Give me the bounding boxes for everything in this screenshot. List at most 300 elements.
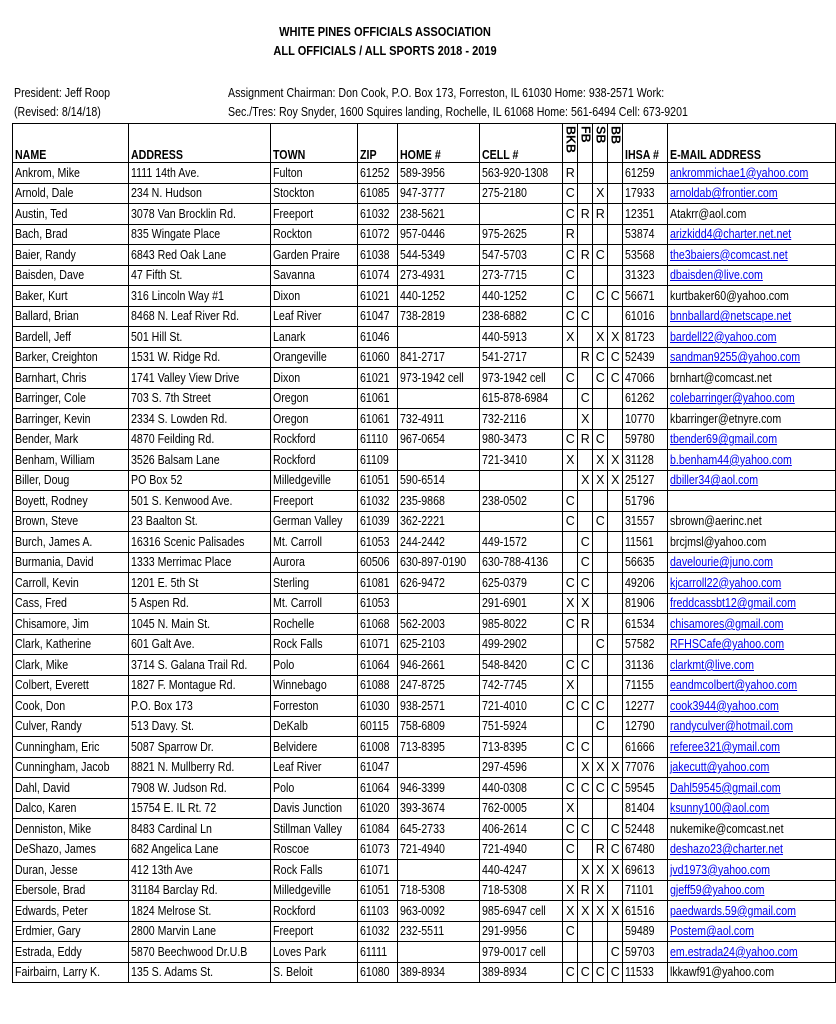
email-link: Postem@aol.com (670, 924, 755, 939)
cell-email[interactable] (668, 757, 836, 778)
cell-cell: 615-878-6984 (480, 388, 563, 409)
cell-bb (608, 265, 623, 286)
cell-zip: 61064 (357, 655, 397, 676)
cell-fb (578, 163, 593, 184)
cell-sb (593, 819, 608, 840)
cell-fb (578, 491, 593, 512)
cell-bkb: C (563, 306, 578, 327)
cell-zip: 61047 (357, 757, 397, 778)
cell-name: Ballard, Brian (13, 306, 129, 327)
cell-town: Aurora (271, 552, 358, 573)
cell-cell: 742-7745 (480, 675, 563, 696)
cell-ihsa: 61666 (623, 737, 668, 758)
header-name: NAME (13, 124, 129, 163)
cell-town: Fulton (271, 163, 358, 184)
cell-fb (578, 634, 593, 655)
cell-bb (608, 716, 623, 737)
cell-name: Chisamore, Jim (13, 614, 129, 635)
table-row (13, 265, 836, 286)
cell-address: 501 S. Kenwood Ave. (129, 491, 271, 512)
cell-zip: 61073 (357, 839, 397, 860)
table-row (13, 204, 836, 225)
cell-email[interactable] (668, 655, 836, 676)
cell-town: Lanark (271, 327, 358, 348)
cell-address: 5087 Sparrow Dr. (129, 737, 271, 758)
cell-email[interactable] (668, 696, 836, 717)
cell-home: 938-2571 (397, 696, 480, 717)
cell-bb (608, 593, 623, 614)
cell-ihsa: 77076 (623, 757, 668, 778)
cell-home: 247-8725 (397, 675, 480, 696)
cell-address: 16316 Scenic Palisades (129, 532, 271, 553)
cell-fb: X (578, 860, 593, 881)
cell-cell: 238-6882 (480, 306, 563, 327)
email-link: bardell22@yahoo.com (670, 329, 777, 344)
cell-home (397, 388, 480, 409)
cell-ihsa: 81404 (623, 798, 668, 819)
cell-sb: X (593, 901, 608, 922)
cell-town: Freeport (271, 204, 358, 225)
cell-ihsa: 59780 (623, 429, 668, 450)
cell-ihsa: 56671 (623, 286, 668, 307)
cell-zip: 61072 (357, 224, 397, 245)
cell-zip: 61060 (357, 347, 397, 368)
cell-bb (608, 573, 623, 594)
table-row (13, 634, 836, 655)
cell-cell: 973-1942 cell (480, 368, 563, 389)
assignment-chairman-line: Assignment Chairman: Don Cook, P.O. Box 173, Forreston, IL 61030 Home: 938-2571 Work: (228, 86, 665, 100)
cell-email[interactable] (668, 306, 836, 327)
cell-fb (578, 286, 593, 307)
cell-bkb: C (563, 265, 578, 286)
cell-zip: 61085 (357, 183, 397, 204)
cell-fb: C (578, 573, 593, 594)
email-link: the3baiers@comcast.net (670, 247, 788, 262)
cell-fb (578, 798, 593, 819)
cell-name: Boyett, Rodney (13, 491, 129, 512)
cell-name: Barringer, Kevin (13, 409, 129, 430)
cell-sb: X (593, 327, 608, 348)
header-sb: SB (593, 124, 608, 163)
cell-home (397, 860, 480, 881)
cell-bkb: C (563, 962, 578, 983)
email-link: ksunny100@aol.com (670, 801, 770, 816)
cell-email[interactable] (668, 183, 836, 204)
cell-fb (578, 224, 593, 245)
cell-home: 440-1252 (397, 286, 480, 307)
cell-ihsa: 56635 (623, 552, 668, 573)
cell-email[interactable] (668, 347, 836, 368)
cell-name: Carroll, Kevin (13, 573, 129, 594)
cell-address: 234 N. Hudson (129, 183, 271, 204)
cell-bb (608, 880, 623, 901)
cell-bkb: C (563, 737, 578, 758)
cell-ihsa: 31128 (623, 450, 668, 471)
cell-ihsa: 11561 (623, 532, 668, 553)
cell-zip: 61081 (357, 573, 397, 594)
cell-ihsa: 61534 (623, 614, 668, 635)
cell-name: Burmania, David (13, 552, 129, 573)
cell-fb: C (578, 655, 593, 676)
cell-sb (593, 388, 608, 409)
cell-zip: 61021 (357, 368, 397, 389)
cell-town: Freeport (271, 921, 358, 942)
cell-bb: C (608, 839, 623, 860)
email-link: colebarringer@yahoo.com (670, 391, 795, 406)
cell-bkb (563, 347, 578, 368)
cell-bkb: R (563, 224, 578, 245)
cell-name: Erdmier, Gary (13, 921, 129, 942)
cell-name: DeShazo, James (13, 839, 129, 860)
cell-fb (578, 511, 593, 532)
cell-address: 1045 N. Main St. (129, 614, 271, 635)
cell-address: 316 Lincoln Way #1 (129, 286, 271, 307)
cell-fb: C (578, 388, 593, 409)
cell-home: 758-6809 (397, 716, 480, 737)
cell-email[interactable] (668, 163, 836, 184)
cell-email[interactable] (668, 245, 836, 266)
cell-bkb (563, 860, 578, 881)
cell-bkb: C (563, 778, 578, 799)
cell-bkb: C (563, 368, 578, 389)
cell-email[interactable] (668, 716, 836, 737)
cell-town: Rockford (271, 901, 358, 922)
cell-zip: 61084 (357, 819, 397, 840)
cell-bb: X (608, 450, 623, 471)
table-row (13, 819, 836, 840)
cell-name: Burch, James A. (13, 532, 129, 553)
cell-email[interactable] (668, 429, 836, 450)
cell-home: 713-8395 (397, 737, 480, 758)
cell-sb (593, 942, 608, 963)
cell-zip: 61039 (357, 511, 397, 532)
cell-sb: C (593, 962, 608, 983)
cell-fb: X (578, 409, 593, 430)
cell-cell (480, 470, 563, 491)
cell-name: Baker, Kurt (13, 286, 129, 307)
table-row (13, 552, 836, 573)
cell-address: 1111 14th Ave. (129, 163, 271, 184)
cell-address: 47 Fifth St. (129, 265, 271, 286)
cell-sb: C (593, 286, 608, 307)
cell-cell: 732-2116 (480, 409, 563, 430)
cell-ihsa: 59545 (623, 778, 668, 799)
cell-fb: C (578, 737, 593, 758)
cell-cell: 980-3473 (480, 429, 563, 450)
cell-home: 946-2661 (397, 655, 480, 676)
cell-email[interactable] (668, 921, 836, 942)
cell-email[interactable] (668, 552, 836, 573)
cell-zip: 61051 (357, 470, 397, 491)
email-link: bnnballard@netscape.net (670, 309, 792, 324)
cell-ihsa: 12351 (623, 204, 668, 225)
cell-sb: C (593, 778, 608, 799)
cell-sb: C (593, 634, 608, 655)
cell-fb (578, 839, 593, 860)
cell-cell (480, 204, 563, 225)
table-row (13, 942, 836, 963)
cell-email[interactable] (668, 388, 836, 409)
cell-town: Rockton (271, 224, 358, 245)
cell-bkb: C (563, 819, 578, 840)
cell-sb: X (593, 757, 608, 778)
header-fb: FB (578, 124, 593, 163)
cell-home: 362-2221 (397, 511, 480, 532)
cell-address: 7908 W. Judson Rd. (129, 778, 271, 799)
cell-bb (608, 675, 623, 696)
email-link: sandman9255@yahoo.com (670, 350, 801, 365)
cell-email[interactable] (668, 224, 836, 245)
cell-bb (608, 491, 623, 512)
cell-sb: C (593, 368, 608, 389)
cell-cell: 979-0017 cell (480, 942, 563, 963)
cell-zip: 61071 (357, 634, 397, 655)
cell-ihsa: 61516 (623, 901, 668, 922)
cell-email[interactable] (668, 327, 836, 348)
cell-sb (593, 737, 608, 758)
secretary-treasurer-line: Sec./Tres: Roy Snyder, 1600 Squires landing, Rochelle, IL 61068 Home: 561-6494 Cell: 673-9201 (228, 105, 688, 119)
cell-cell: 291-6901 (480, 593, 563, 614)
cell-bkb: C (563, 204, 578, 225)
cell-ihsa: 67480 (623, 839, 668, 860)
cell-bkb: C (563, 511, 578, 532)
cell-name: Bach, Brad (13, 224, 129, 245)
email-link: arizkidd4@charter.net.net (670, 227, 792, 242)
cell-town: Milledgeville (271, 880, 358, 901)
cell-bkb (563, 470, 578, 491)
table-row (13, 470, 836, 491)
cell-town: Rochelle (271, 614, 358, 635)
document-title: WHITE PINES OFFICIALS ASSOCIATION (279, 24, 491, 39)
email-link: chisamores@gmail.com (670, 616, 784, 631)
president-line: President: Jeff Roop (14, 86, 111, 100)
cell-email[interactable] (668, 634, 836, 655)
cell-cell (480, 511, 563, 532)
cell-bb (608, 204, 623, 225)
cell-town: Dixon (271, 286, 358, 307)
cell-fb: R (578, 614, 593, 635)
cell-bb (608, 532, 623, 553)
cell-fb: C (578, 962, 593, 983)
cell-cell: 440-0308 (480, 778, 563, 799)
cell-cell: 291-9956 (480, 921, 563, 942)
cell-sb: C (593, 347, 608, 368)
cell-name: Barringer, Cole (13, 388, 129, 409)
cell-email[interactable] (668, 675, 836, 696)
cell-email[interactable] (668, 839, 836, 860)
cell-name: Clark, Mike (13, 655, 129, 676)
table-row (13, 429, 836, 450)
cell-home: 235-9868 (397, 491, 480, 512)
table-row (13, 757, 836, 778)
table-row (13, 798, 836, 819)
cell-ihsa: 81906 (623, 593, 668, 614)
cell-zip: 61064 (357, 778, 397, 799)
cell-bkb: X (563, 901, 578, 922)
cell-town: Milledgeville (271, 470, 358, 491)
cell-home: 589-3956 (397, 163, 480, 184)
cell-name: Colbert, Everett (13, 675, 129, 696)
email-link: randyculver@hotmail.com (670, 719, 794, 734)
cell-cell: 273-7715 (480, 265, 563, 286)
cell-zip: 61068 (357, 614, 397, 635)
cell-cell: 985-8022 (480, 614, 563, 635)
officials-table (12, 123, 836, 983)
cell-bb: C (608, 942, 623, 963)
cell-cell: 440-4247 (480, 860, 563, 881)
cell-address: 15754 E. IL Rt. 72 (129, 798, 271, 819)
cell-bb (608, 798, 623, 819)
cell-email[interactable] (668, 737, 836, 758)
email-link: arnoldab@frontier.com (670, 186, 778, 201)
cell-sb: C (593, 429, 608, 450)
cell-name: Estrada, Eddy (13, 942, 129, 963)
cell-name: Clark, Katherine (13, 634, 129, 655)
table-row (13, 388, 836, 409)
table-row (13, 901, 836, 922)
cell-email[interactable] (668, 593, 836, 614)
document-subtitle: ALL OFFICIALS / ALL SPORTS 2018 - 2019 (273, 43, 497, 58)
cell-cell: 625-0379 (480, 573, 563, 594)
cell-bkb: X (563, 327, 578, 348)
cell-address: P.O. Box 173 (129, 696, 271, 717)
cell-bkb: C (563, 696, 578, 717)
cell-home (397, 757, 480, 778)
cell-email[interactable] (668, 860, 836, 881)
cell-address: 135 S. Adams St. (129, 962, 271, 983)
table-row (13, 716, 836, 737)
cell-home: 389-8934 (397, 962, 480, 983)
cell-address: 2334 S. Lowden Rd. (129, 409, 271, 430)
cell-email[interactable] (668, 798, 836, 819)
cell-home: 590-6514 (397, 470, 480, 491)
cell-ihsa: 12277 (623, 696, 668, 717)
email-link: tbender69@gmail.com (670, 432, 778, 447)
cell-bkb (563, 634, 578, 655)
cell-email: brnhart@comcast.net (668, 368, 836, 389)
cell-email[interactable] (668, 942, 836, 963)
cell-home: 963-0092 (397, 901, 480, 922)
cell-address: 1531 W. Ridge Rd. (129, 347, 271, 368)
cell-bb (608, 552, 623, 573)
cell-email[interactable] (668, 573, 836, 594)
cell-zip: 61080 (357, 962, 397, 983)
cell-sb: C (593, 716, 608, 737)
cell-bkb (563, 716, 578, 737)
cell-fb: C (578, 819, 593, 840)
cell-address: 703 S. 7th Street (129, 388, 271, 409)
cell-zip: 61021 (357, 286, 397, 307)
cell-ihsa: 81723 (623, 327, 668, 348)
cell-email: nukemike@comcast.net (668, 819, 836, 840)
cell-email[interactable] (668, 265, 836, 286)
cell-name: Ankrom, Mike (13, 163, 129, 184)
cell-cell: 440-5913 (480, 327, 563, 348)
cell-zip: 61047 (357, 306, 397, 327)
cell-fb (578, 942, 593, 963)
cell-email[interactable] (668, 450, 836, 471)
cell-email[interactable] (668, 778, 836, 799)
cell-ihsa: 47066 (623, 368, 668, 389)
cell-fb: X (578, 757, 593, 778)
cell-sb: X (593, 183, 608, 204)
header-bb: BB (608, 124, 623, 163)
table-row (13, 511, 836, 532)
table-row (13, 921, 836, 942)
cell-sb (593, 224, 608, 245)
cell-email: lkkawf91@yahoo.com (668, 962, 836, 983)
cell-email[interactable] (668, 901, 836, 922)
cell-sb (593, 409, 608, 430)
cell-bb (608, 429, 623, 450)
cell-cell: 548-8420 (480, 655, 563, 676)
cell-address: 412 13th Ave (129, 860, 271, 881)
table-row (13, 696, 836, 717)
cell-home: 645-2733 (397, 819, 480, 840)
table-row (13, 655, 836, 676)
cell-bkb (563, 942, 578, 963)
cell-bb (608, 163, 623, 184)
cell-cell: 238-0502 (480, 491, 563, 512)
cell-bkb: X (563, 798, 578, 819)
cell-home: 544-5349 (397, 245, 480, 266)
cell-bkb: X (563, 675, 578, 696)
cell-home: 738-2819 (397, 306, 480, 327)
cell-name: Baier, Randy (13, 245, 129, 266)
cell-ihsa: 49206 (623, 573, 668, 594)
cell-email: kbarringer@etnyre.com (668, 409, 836, 430)
cell-town: Stillman Valley (271, 819, 358, 840)
cell-fb (578, 368, 593, 389)
cell-fb: R (578, 429, 593, 450)
cell-home (397, 593, 480, 614)
cell-town: Rock Falls (271, 634, 358, 655)
cell-town: German Valley (271, 511, 358, 532)
cell-email[interactable] (668, 614, 836, 635)
cell-sb (593, 798, 608, 819)
cell-fb: R (578, 347, 593, 368)
cell-bb (608, 245, 623, 266)
cell-fb (578, 327, 593, 348)
cell-zip: 61053 (357, 532, 397, 553)
cell-town: Sterling (271, 573, 358, 594)
cell-address: 5870 Beechwood Dr.U.B (129, 942, 271, 963)
cell-sb: C (593, 511, 608, 532)
cell-bb (608, 306, 623, 327)
cell-bkb: C (563, 614, 578, 635)
cell-zip: 61109 (357, 450, 397, 471)
cell-bb (608, 696, 623, 717)
cell-home: 721-4940 (397, 839, 480, 860)
cell-home: 393-3674 (397, 798, 480, 819)
email-link: paedwards.59@gmail.com (670, 903, 797, 918)
cell-sb (593, 573, 608, 594)
cell-email: brcjmsl@yahoo.com (668, 532, 836, 553)
cell-name: Ebersole, Brad (13, 880, 129, 901)
cell-zip: 61008 (357, 737, 397, 758)
cell-email[interactable] (668, 470, 836, 491)
email-link: b.benham44@yahoo.com (670, 452, 792, 467)
cell-cell: 985-6947 cell (480, 901, 563, 922)
table-row (13, 491, 836, 512)
cell-fb: C (578, 306, 593, 327)
cell-email[interactable] (668, 880, 836, 901)
cell-address: 513 Davy. St. (129, 716, 271, 737)
cell-address: 5 Aspen Rd. (129, 593, 271, 614)
cell-address: 6843 Red Oak Lane (129, 245, 271, 266)
cell-home: 946-3399 (397, 778, 480, 799)
cell-home: 841-2717 (397, 347, 480, 368)
